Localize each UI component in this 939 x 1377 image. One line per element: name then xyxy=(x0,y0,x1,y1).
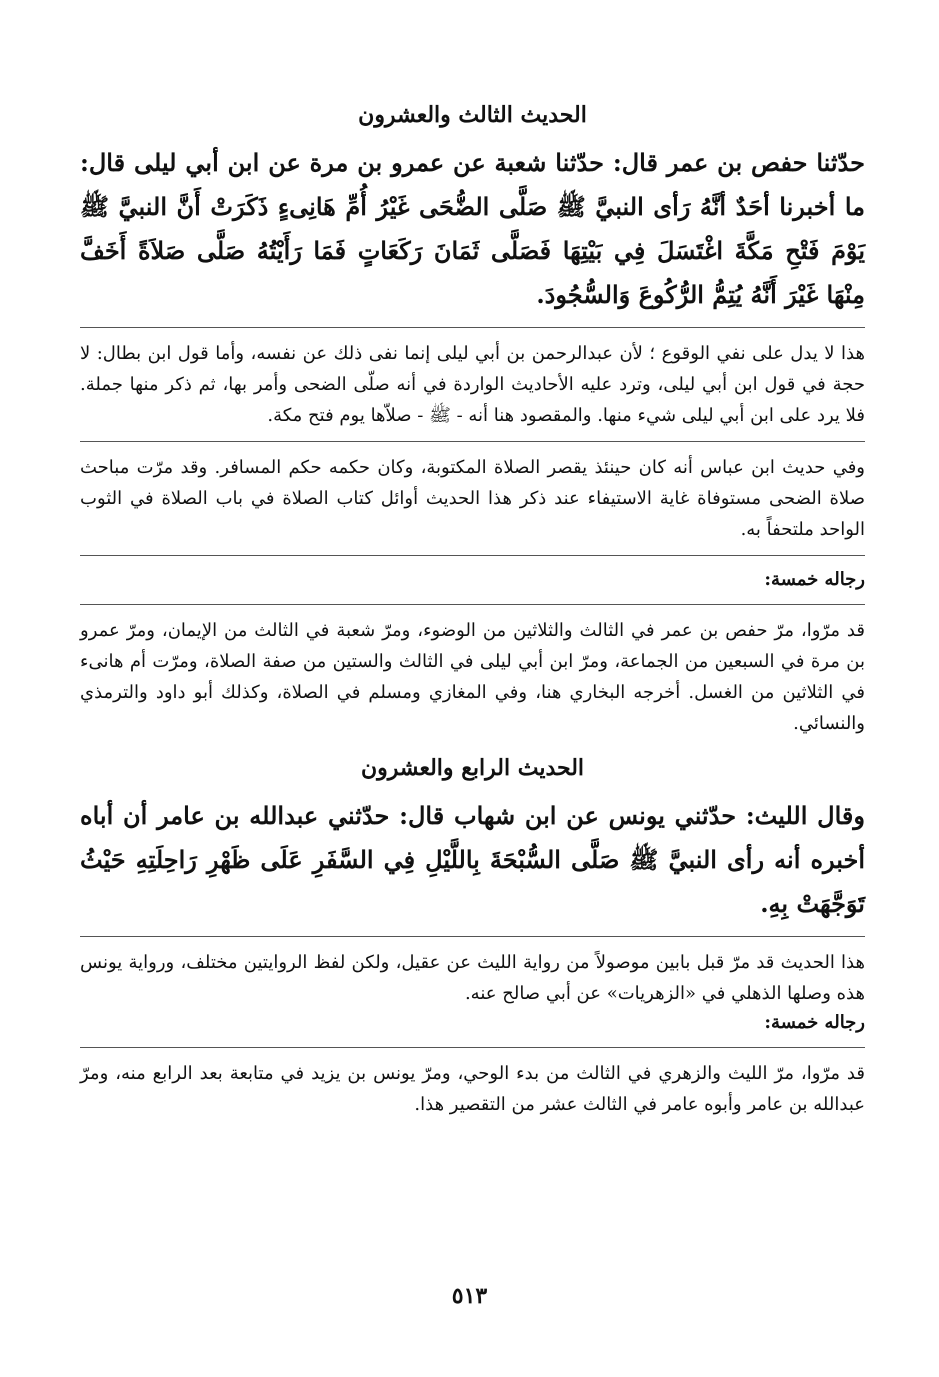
hadith-24-title: الحديث الرابع والعشرون xyxy=(360,754,585,781)
hadith-23-text: حدّثنا حفص بن عمر قال: حدّثنا شعبة عن عمرو بن مرة عن ابن أبي ليلى قال: ما أخبرنا أحَدٌ أنَّهُ رَأى النبيَّ ﷺ صَلَّى الضُّحَى غَيْرُ أُمِّ هَانِىءٍ ذَكَرَتْ أَنَّ النبيَّ ﷺ يَوْمَ فَتْحِ مَكَّةَ اغْتَسَلَ فِي بَيْتِهَا فَصَلَّى ثَمَانَ رَكَعَاتٍ فَمَا رَأَيْتُهُ صَلَّى صَلاَةً أَخَفَّ مِنْهَا غَيْرَ أَنَّهُ يُتِمُّ الرُّكُوعَ وَالسُّجُودَ. xyxy=(80,147,866,309)
page-content xyxy=(80,100,865,1120)
divider xyxy=(80,604,865,605)
divider xyxy=(80,936,865,937)
hadith-23-title: الحديث الثالث والعشرون xyxy=(358,102,587,128)
hadith-24-narrators-text: قد مرّوا، مرّ الليث والزهري في الثالث من بدء الوحي، ومرّ يونس بن يزيد في متابعة بعد الرابع منه، ومرّ عبدالله بن عامر وأبوه عامر في الثالث عشر من التقصير هذا. xyxy=(80,1062,865,1115)
divider xyxy=(80,441,865,442)
hadith-24-narrators-title: رجاله خمسة: xyxy=(764,1011,865,1033)
hadith-24-commentary: هذا الحديث قد مرّ قبل بابين موصولاً من رواية الليث عن عقيل، ولكن لفظ الروايتين مختلف، ورواية يونس هذه وصلها الذهلي في «الزهريات» عن أبي صالح عنه. xyxy=(80,951,865,1004)
divider xyxy=(80,327,865,328)
divider xyxy=(80,1047,865,1048)
hadith-23-narrators-text: قد مرّوا، مرّ حفص بن عمر في الثالث والثلاثين من الوضوء، ومرّ شعبة في الثالث من الإيمان، ومرّ عمرو بن مرة في السبعين من الجماعة، ومرّ ابن أبي ليلى في الثالث والستين من صفة الصلاة، ومرّت أم هانىء في الثلاثين من الغسل. أخرجه البخاري هنا، وفي المغازي ومسلم في الصلاة، وكذلك أبو داود والترمذي والنسائي. xyxy=(80,619,865,734)
hadith-23-narrators-title: رجاله خمسة: xyxy=(764,568,865,590)
hadith-24-text: وقال الليث: حدّثني يونس عن ابن شهاب قال: حدّثني عبدالله بن عامر أن أباه أخبره أنه رأى النبيَّ ﷺ صَلَّى السُّبْحَةَ بِاللَّيْلِ فِي السَّفَرِ عَلَى ظَهْرِ رَاحِلَتِهِ حَيْثُ تَوَجَّهَتْ بِهِ. xyxy=(80,800,865,918)
page-number: ٥١٣ xyxy=(451,1283,488,1309)
hadith-23-commentary-1: هذا لا يدل على نفي الوقوع ؛ لأن عبدالرحمن بن أبي ليلى إنما نفى ذلك عن نفسه، وأما قول ابن بطال: لا حجة في قول ابن أبي ليلى، وترد عليه الأحاديث الواردة في أنه صلّى الضحى وأمر بها، ثم ذكر منها جملة. فلا يرد على ابن أبي ليلى شيء منها. والمقصود هنا أنه - ﷺ - صلاّها يوم فتح مكة. xyxy=(80,342,865,426)
divider xyxy=(80,555,865,556)
hadith-23-commentary-2: وفي حديث ابن عباس أنه كان حينئذ يقصر الصلاة المكتوبة، وكان حكمه حكم المسافر. وقد مرّت مباحث صلاة الضحى مستوفاة غاية الاستيفاء عند ذكر هذا الحديث أوائل كتاب الصلاة في باب الصلاة في الثوب الواحد ملتحفاً به. xyxy=(80,456,865,540)
